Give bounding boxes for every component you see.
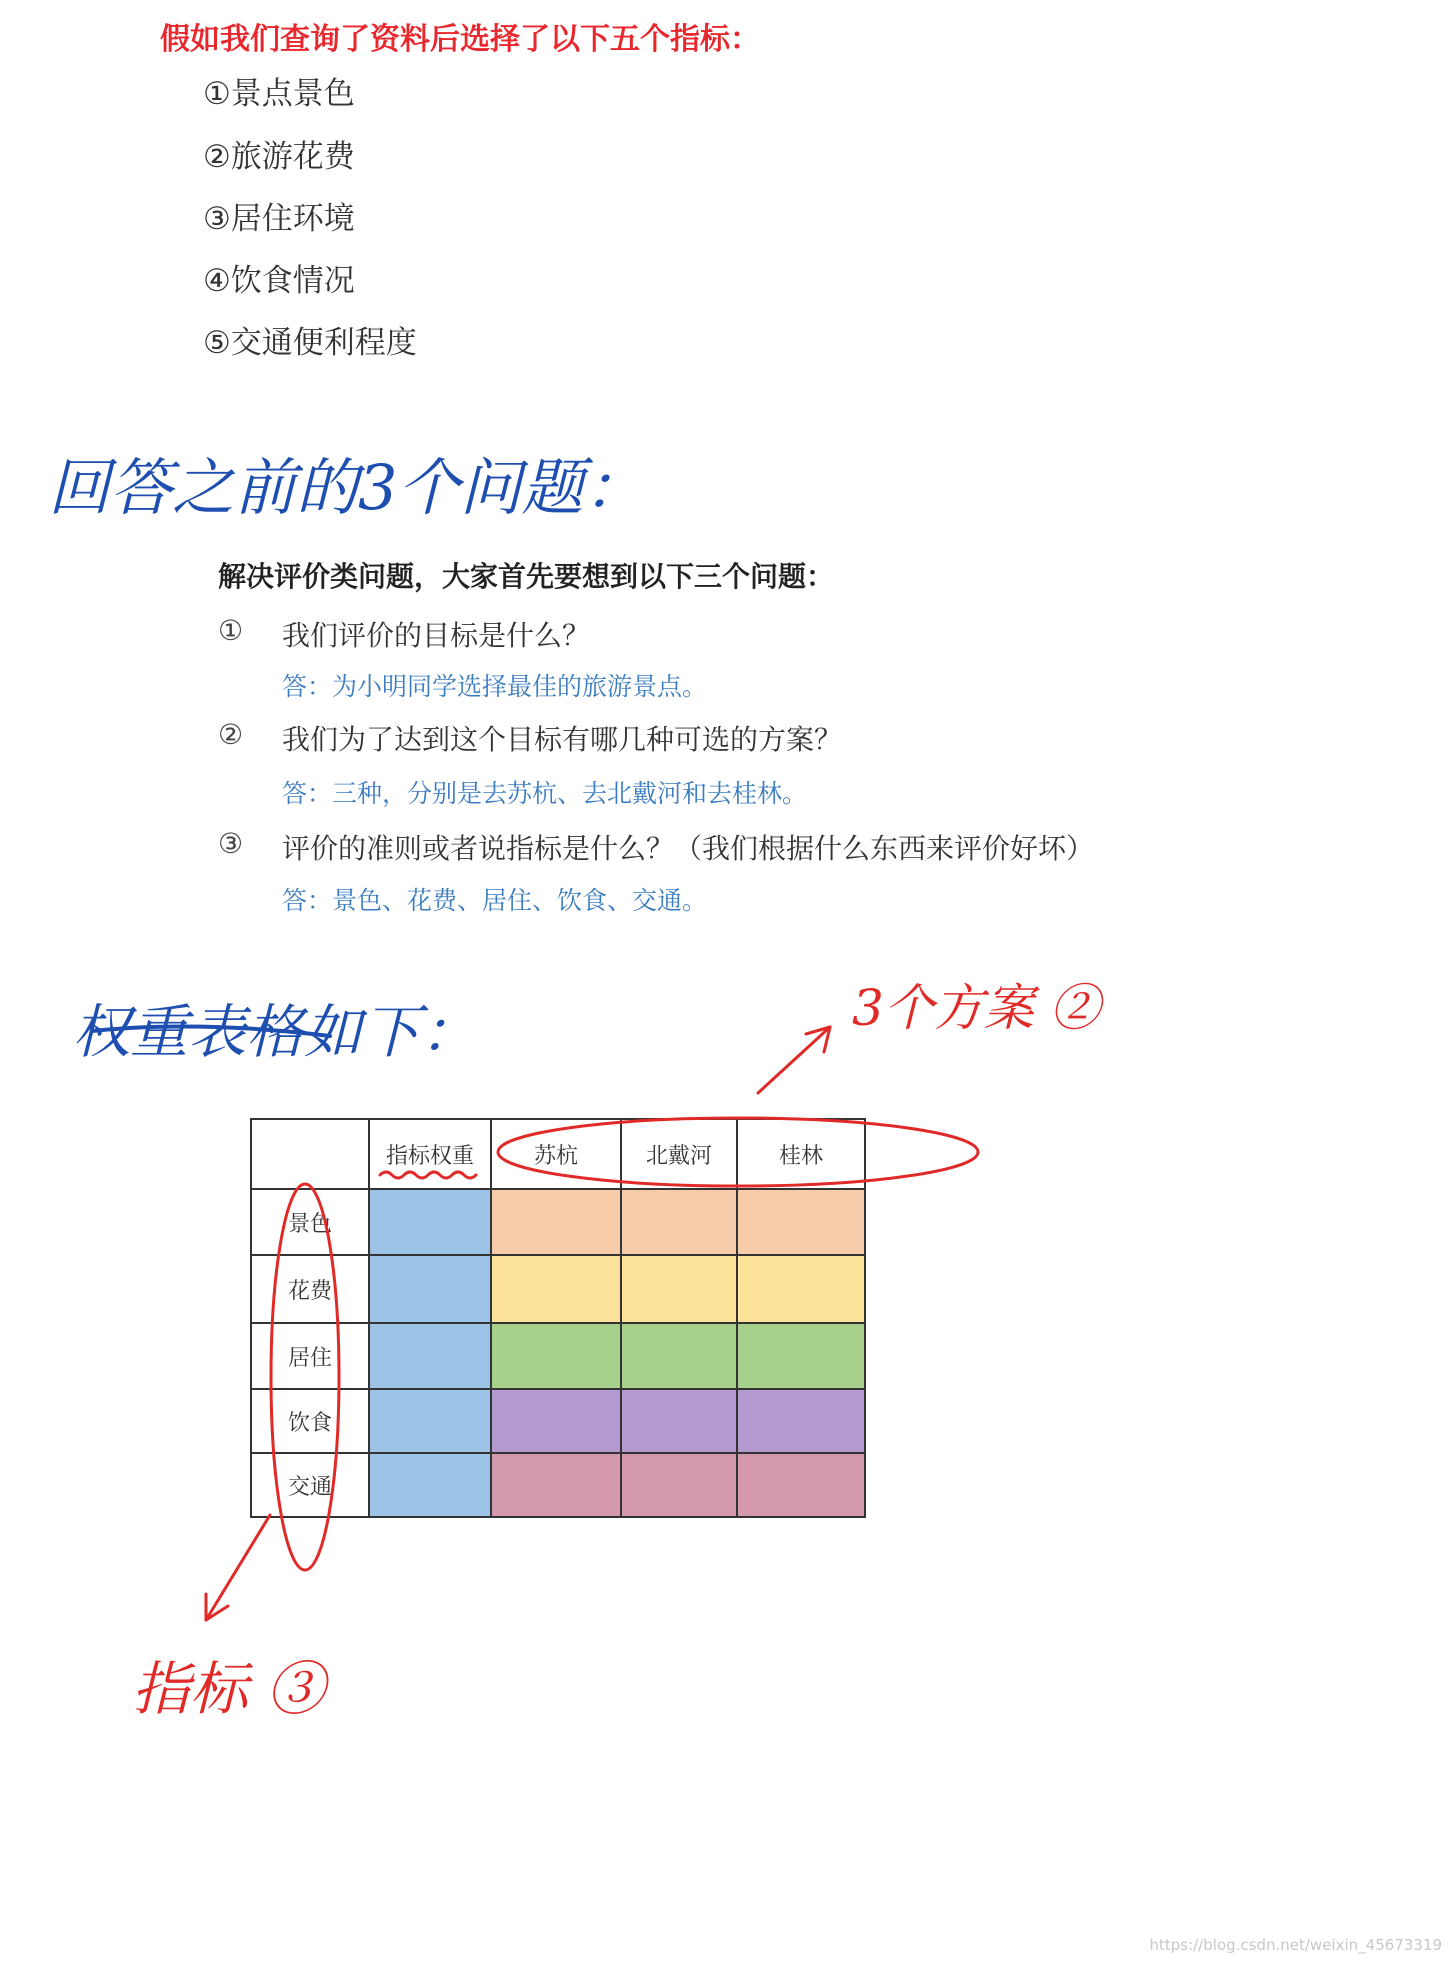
handwritten-criteria-note: 指标 ③ [132, 1655, 325, 1723]
criterion-row-label: 饮食 [251, 1389, 369, 1453]
handwritten-table-note: 权重表格如下： [72, 998, 479, 1066]
arrowhead-icon [806, 1027, 830, 1052]
option-cell [491, 1453, 621, 1517]
option-cell [491, 1189, 621, 1255]
weight-header-cell: 指标权重 [369, 1119, 491, 1189]
criterion-item: ③居住环境 [203, 201, 355, 237]
table-row [251, 1323, 865, 1389]
weight-cell [369, 1453, 491, 1517]
table-row [251, 1255, 865, 1323]
question-answer: 答：景色、花费、居住、饮食、交通。 [282, 886, 708, 915]
criterion-row-label: 交通 [251, 1453, 369, 1517]
option-cell [621, 1323, 737, 1389]
question-number: ③ [218, 827, 244, 860]
question-number: ① [218, 614, 244, 647]
option-cell [621, 1389, 737, 1453]
questions-heading: 解决评价类问题，大家首先要想到以下三个问题： [218, 560, 835, 593]
option-cell [737, 1189, 865, 1255]
table-header-row [251, 1119, 865, 1189]
criterion-row-label: 居住 [251, 1323, 369, 1389]
arrow-to-options-note [758, 1027, 830, 1093]
question-text: 我们为了达到这个目标有哪几种可选的方案？ [282, 723, 843, 756]
question-text: 评价的准则或者说指标是什么？（我们根据什么东西来评价好坏） [282, 832, 1095, 865]
option-cell [737, 1453, 865, 1517]
question-answer: 答：为小明同学选择最佳的旅游景点。 [282, 672, 708, 701]
arrowhead-icon [206, 1594, 228, 1620]
watermark: https://blog.csdn.net/weixin_45673319 [1149, 1936, 1442, 1954]
question-text: 我们评价的目标是什么？ [282, 619, 591, 652]
option-cell [621, 1453, 737, 1517]
table-row [251, 1189, 865, 1255]
criterion-item: ①景点景色 [203, 76, 355, 112]
criterion-item: ⑤交通便利程度 [203, 325, 417, 361]
option-header-cell: 苏杭 [491, 1119, 621, 1189]
option-cell [737, 1389, 865, 1453]
weight-table [250, 1118, 866, 1518]
handwritten-answer-note: 回答之前的3个问题： [48, 451, 646, 524]
weight-cell [369, 1189, 491, 1255]
question-answer: 答：三种，分别是去苏杭、去北戴河和去桂林。 [282, 779, 808, 808]
criterion-item: ②旅游花费 [203, 139, 355, 175]
option-cell [491, 1389, 621, 1453]
option-cell [621, 1189, 737, 1255]
criterion-row-label: 景色 [251, 1189, 369, 1255]
intro-heading: 假如我们查询了资料后选择了以下五个指标： [160, 22, 760, 57]
option-cell [737, 1323, 865, 1389]
weight-cell [369, 1255, 491, 1323]
weight-cell [369, 1323, 491, 1389]
criterion-row-label: 花费 [251, 1255, 369, 1323]
option-cell [491, 1255, 621, 1323]
handwritten-options-note: 3个方案 ② [852, 979, 1100, 1037]
weight-cell [369, 1389, 491, 1453]
option-cell [621, 1255, 737, 1323]
table-row [251, 1389, 865, 1453]
table-corner-cell [251, 1119, 369, 1189]
option-cell [737, 1255, 865, 1323]
table-row [251, 1453, 865, 1517]
option-header-cell: 北戴河 [621, 1119, 737, 1189]
arrow-to-criteria-note [206, 1515, 270, 1620]
question-number: ② [218, 718, 244, 751]
option-header-cell: 桂林 [737, 1119, 865, 1189]
criterion-item: ④饮食情况 [203, 263, 355, 299]
option-cell [491, 1323, 621, 1389]
